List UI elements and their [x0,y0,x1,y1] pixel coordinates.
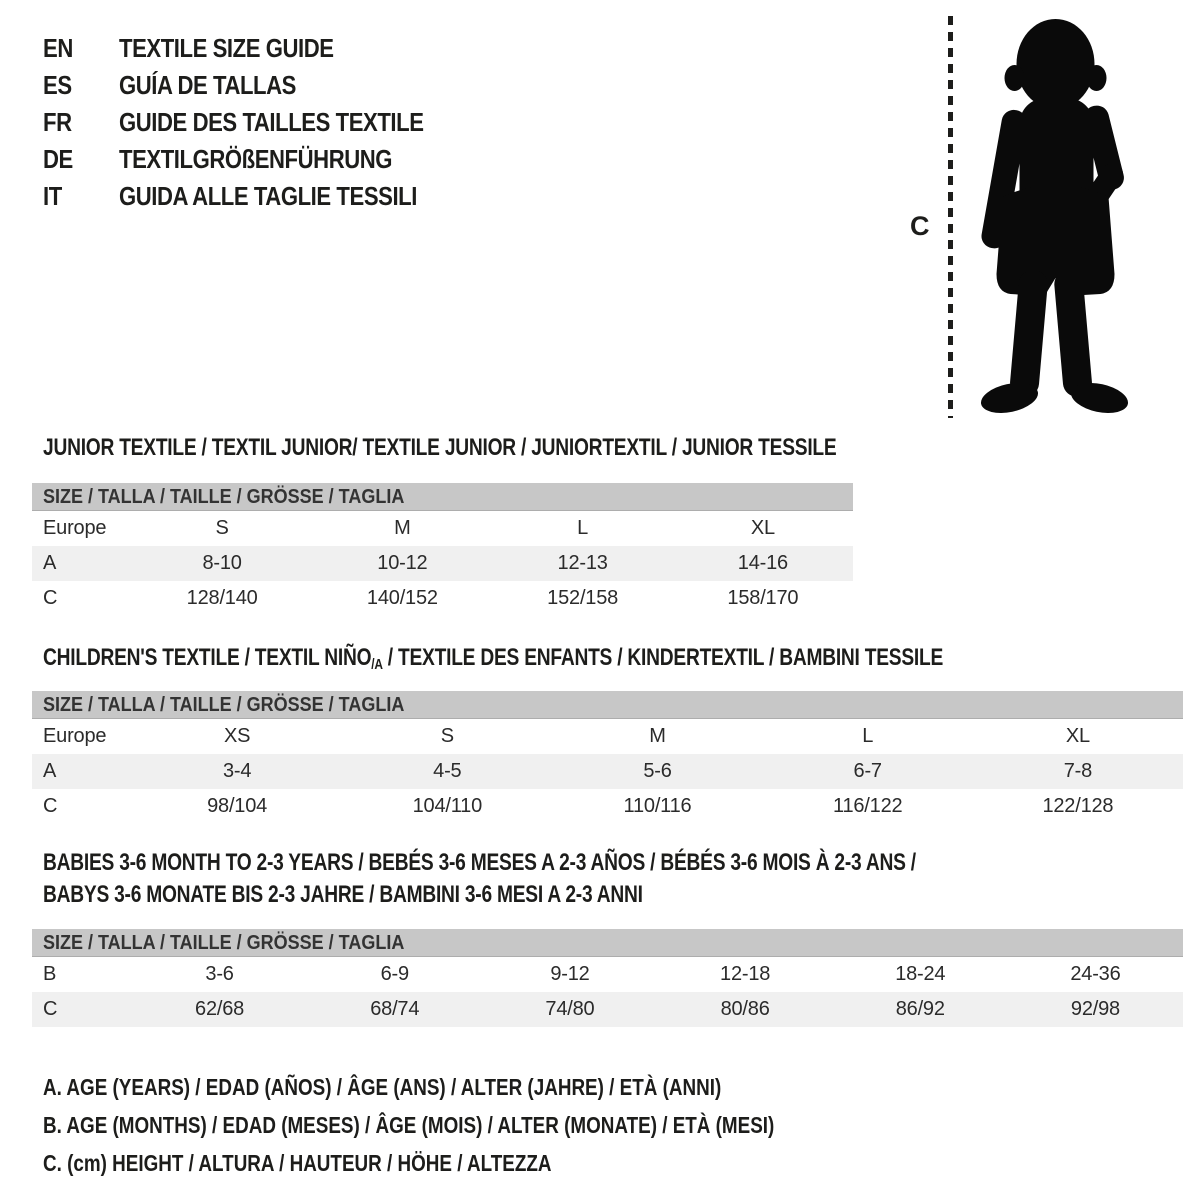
babies-table-body [32,957,1183,1027]
row-label: B [43,963,57,985]
size-value: 116/122 [833,795,903,817]
row-label: A [43,552,57,574]
size-value: 74/80 [545,998,595,1020]
language-legend [43,30,477,215]
size-table-header: SIZE / TALLA / TAILLE / GRÖSSE / TAGLIA [32,929,1183,957]
size-value: 12-18 [720,963,771,985]
size-value: 4-5 [433,760,462,782]
language-row [43,141,477,178]
size-value: 3-4 [222,760,252,782]
children-size-table [32,691,1183,824]
size-value: M [394,517,411,539]
size-value: 80/86 [720,998,770,1020]
guide-title: TEXTILE SIZE GUIDE [119,33,334,63]
size-table-header: SIZE / TALLA / TAILLE / GRÖSSE / TAGLIA [32,483,853,511]
size-value: 6-9 [380,963,409,985]
language-code: IT [43,181,62,211]
nino-a-subscript: /A [371,657,383,674]
language-row [43,67,477,104]
table-row [32,719,1183,754]
size-value: M [649,725,666,747]
size-value: 128/140 [186,587,258,609]
size-value: XL [750,517,775,539]
note-age-months: B. AGE (MONTHS) / EDAD (MESES) / ÂGE (MOIS) / ALTER (MONATE) / ETÀ (MESI) [43,1112,775,1138]
size-value: 8-10 [202,552,242,574]
row-label: C [43,998,58,1020]
size-value: XS [223,725,251,747]
section-title-junior: JUNIOR TEXTILE / TEXTIL JUNIOR/ TEXTILE JUNIOR / JUNIORTEXTIL / JUNIOR TESSILE [43,434,837,461]
size-value: 9-12 [550,963,590,985]
language-row [43,104,477,141]
section-title-children: CHILDREN'S TEXTILE / TEXTIL NIÑO/A / TEXTILE DES ENFANTS / KINDERTEXTIL / BAMBINI TESSILE [43,644,944,674]
size-value: 24-36 [1070,963,1121,985]
size-value: 92/98 [1070,998,1120,1020]
size-value: 5-6 [643,760,672,782]
size-table-header: SIZE / TALLA / TAILLE / GRÖSSE / TAGLIA [32,691,1183,719]
size-value: 6-7 [853,760,882,782]
table-row [32,546,853,581]
size-value: 12-13 [557,552,608,574]
size-value: 110/116 [623,795,692,817]
language-code: ES [43,70,72,100]
section-title-babies: BABIES 3-6 MONTH TO 2-3 YEARS / BEBÉS 3-6 MESES A 2-3 AÑOS / BÉBÉS 3-6 MOIS À 2-3 ANS / BABYS 3-6 MONATE BIS 2-3 JAHRE / BAMBINI 3-6 MESI A 2-3 ANNI [43,849,916,908]
size-value: 86/92 [895,998,945,1020]
table-row [32,992,1183,1027]
row-label: C [43,795,58,817]
size-value: 14-16 [737,552,788,574]
row-label: Europe [43,725,107,747]
guide-title: GUÍA DE TALLAS [119,70,296,100]
size-value: 98/104 [207,795,268,817]
height-measure-dashed-line [948,16,953,418]
size-value: L [862,725,874,747]
size-value: S [440,725,454,747]
junior-table-body [32,511,853,616]
table-row [32,754,1183,789]
language-row [43,30,477,67]
size-value: S [215,517,229,539]
babies-size-table [32,929,1183,1027]
language-row [43,178,477,215]
size-value: L [577,517,589,539]
size-value: 18-24 [895,963,946,985]
note-age-years: A. AGE (YEARS) / EDAD (AÑOS) / ÂGE (ANS) / ALTER (JAHRE) / ETÀ (ANNI) [43,1074,722,1100]
size-value: 122/128 [1042,795,1114,817]
guide-title: GUIDA ALLE TAGLIE TESSILI [119,181,417,211]
legend-notes [43,1068,935,1182]
toddler-silhouette-icon [962,12,1138,420]
size-value: 62/68 [195,998,245,1020]
size-value: 104/110 [412,795,483,817]
row-label: A [43,760,57,782]
guide-title: TEXTILGRÖßENFÜHRUNG [119,144,393,174]
table-row [32,957,1183,992]
size-value: 158/170 [727,587,799,609]
table-row [32,511,853,546]
note-height-cm: C. (cm) HEIGHT / ALTURA / HAUTEUR / HÖHE / ALTEZZA [43,1150,552,1176]
junior-size-table [32,483,853,616]
size-value: 3-6 [205,963,234,985]
table-row [32,789,1183,824]
guide-title: GUIDE DES TAILLES TEXTILE [119,107,424,137]
size-value: 140/152 [366,587,438,609]
size-value: XL [1065,725,1090,747]
children-table-body [32,719,1183,824]
row-label: C [43,587,58,609]
language-code: EN [43,33,73,63]
size-value: 68/74 [370,998,420,1020]
row-label: Europe [43,517,107,539]
table-row [32,581,853,616]
size-value: 152/158 [547,587,619,609]
size-value: 7-8 [1063,760,1093,782]
language-code: FR [43,107,72,137]
measure-label-c: C [910,211,930,241]
size-value: 10-12 [377,552,428,574]
language-code: DE [43,144,73,174]
